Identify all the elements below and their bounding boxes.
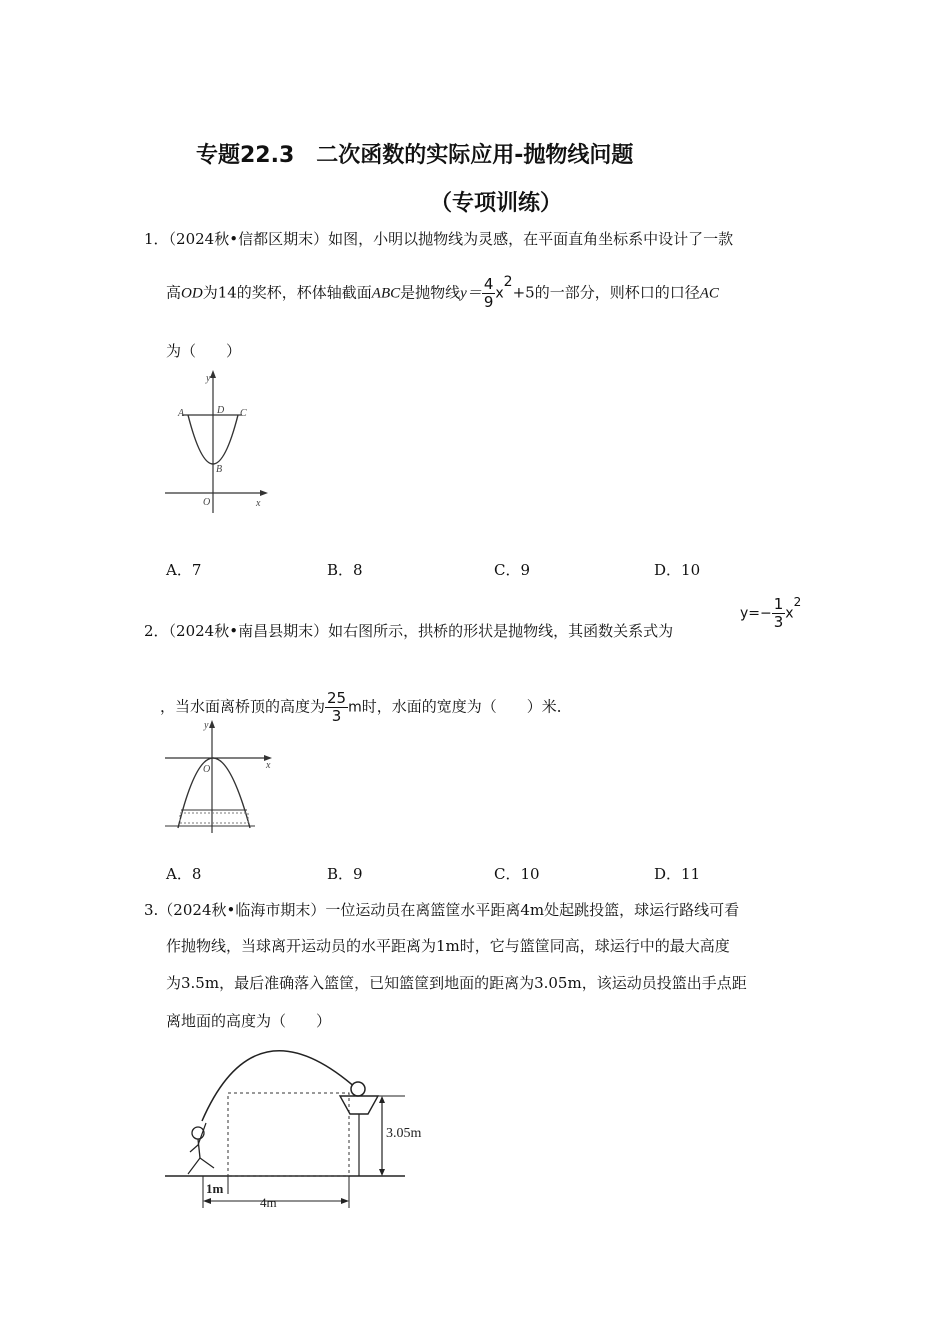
q1-label-c: C — [240, 408, 247, 419]
q1-y-arrow — [210, 370, 216, 378]
q1-frac-den: 9 — [483, 293, 494, 311]
q1-option-a[interactable]: A．7 — [166, 561, 202, 579]
q1-label-o: O — [203, 497, 211, 508]
q3-dashed-rect — [228, 1093, 349, 1176]
q2-option-a[interactable]: A．8 — [166, 865, 202, 883]
q1-option-d[interactable]: D．10 — [654, 561, 701, 579]
q1-frac-num: 4 — [483, 275, 494, 293]
q1-text-b: 为14的奖杯，杯体轴截面 — [202, 283, 372, 302]
q2-y-arrow — [209, 720, 215, 728]
q1-label-a: A — [178, 408, 185, 419]
q2-number: 2． — [144, 622, 169, 640]
q3-dim-arrow-left — [203, 1198, 211, 1204]
q2-water-body — [180, 813, 248, 823]
page-title: 专题22.3 二次函数的实际应用-抛物线问题 — [196, 143, 634, 168]
q1-line1 — [144, 228, 733, 249]
q2-exp: 2 — [793, 594, 802, 609]
q1-text-c: 是抛物线 — [400, 283, 461, 302]
q3-height-arrow-top — [379, 1096, 385, 1103]
q3-line3: 为3.5m，最后准确落入篮筐，已知篮筐到地面的距离为3.05m，该运动员投篮出手点距 — [166, 974, 747, 992]
q1-y-eq: y＝ — [460, 285, 482, 302]
q2-parabola — [178, 758, 250, 828]
q1-text-a: 高 — [166, 283, 182, 302]
q3-label-1m: 1m — [206, 1181, 224, 1196]
q2-frac-den: 3 — [773, 613, 784, 631]
q3-player-leg — [188, 1158, 200, 1174]
q1-label-b: B — [216, 464, 223, 475]
q2-label-x: x — [266, 760, 271, 771]
q1-number: 1． — [144, 230, 169, 248]
q2-y-eq: y=− — [740, 605, 772, 622]
q2-line1 — [144, 620, 673, 641]
q1-label-d: D — [217, 405, 225, 416]
q2-h-den: 3 — [331, 707, 342, 725]
q2-frac-num: 1 — [773, 595, 784, 613]
q3-player-leg-2 — [200, 1158, 214, 1168]
q1-text: （2024秋•信都区期末）如图，小明以抛物线为灵感，在平面直角坐标系中设计了一款 — [168, 230, 734, 248]
q3-trajectory — [202, 1051, 357, 1121]
q2-h-num: 25 — [327, 689, 347, 707]
q2-option-b[interactable]: B．9 — [327, 865, 363, 883]
q2-var: x — [785, 605, 794, 622]
q1-exp: 2 — [503, 273, 513, 290]
q2-label-o: O — [203, 764, 211, 775]
q3-basket — [340, 1096, 378, 1114]
q2-option-d[interactable]: D．11 — [654, 865, 701, 883]
q1-label-x: x — [256, 498, 261, 509]
q2-formula — [740, 596, 801, 631]
q2-option-c[interactable]: C．10 — [494, 865, 540, 883]
q2-label-y: y — [204, 720, 209, 731]
q1-line2 — [166, 273, 719, 311]
q2-figure — [160, 718, 280, 838]
q2-fraction — [772, 596, 786, 631]
q1-od: OD — [181, 285, 203, 302]
q2-text-a: ，当水面离桥顶的高度为 — [160, 697, 326, 716]
q2-text: （2024秋•南昌县期末）如右图所示，拱桥的形状是抛物线，其函数关系式为 — [168, 622, 674, 640]
q3-ball — [351, 1082, 365, 1096]
q1-abc: ABC — [371, 285, 401, 302]
q2-height-fraction — [325, 690, 348, 725]
q2-h-unit: m — [348, 699, 362, 716]
q3-line4: 离地面的高度为（ ） — [166, 1012, 332, 1030]
q3-line1: 3.（2024秋•临海市期末）一位运动员在离篮筐水平距离4m处起跳投篮，球运行路线可看 — [144, 901, 740, 919]
q1-var: x — [495, 285, 504, 302]
q3-dim-arrow-right — [341, 1198, 349, 1204]
q1-fraction — [482, 276, 496, 311]
q1-label-y: y — [206, 373, 211, 384]
q3-label-4m: 4m — [260, 1195, 277, 1210]
q2-text-b: 时，水面的宽度为（ ）米． — [361, 697, 572, 716]
page-subtitle: （专项训练） — [430, 191, 563, 216]
q3-height-arrow-bottom — [379, 1169, 385, 1176]
q3-label-height: 3.05m — [386, 1126, 422, 1141]
q1-option-c[interactable]: C．9 — [494, 561, 531, 579]
q1-option-b[interactable]: B．8 — [327, 561, 363, 579]
q3-player-arm-2 — [190, 1145, 198, 1152]
q1-text-d: +5的一部分，则杯口的口径 — [512, 283, 700, 302]
q1-x-arrow — [260, 490, 268, 496]
q3-line2: 作抛物线，当球离开运动员的水平距离为1m时，它与篮筐同高，球运行中的最大高度 — [166, 937, 730, 955]
q1-figure — [160, 368, 280, 516]
q1-line3: 为（ ） — [166, 342, 242, 360]
q1-ac: AC — [699, 285, 719, 302]
q3-figure — [160, 1044, 440, 1216]
